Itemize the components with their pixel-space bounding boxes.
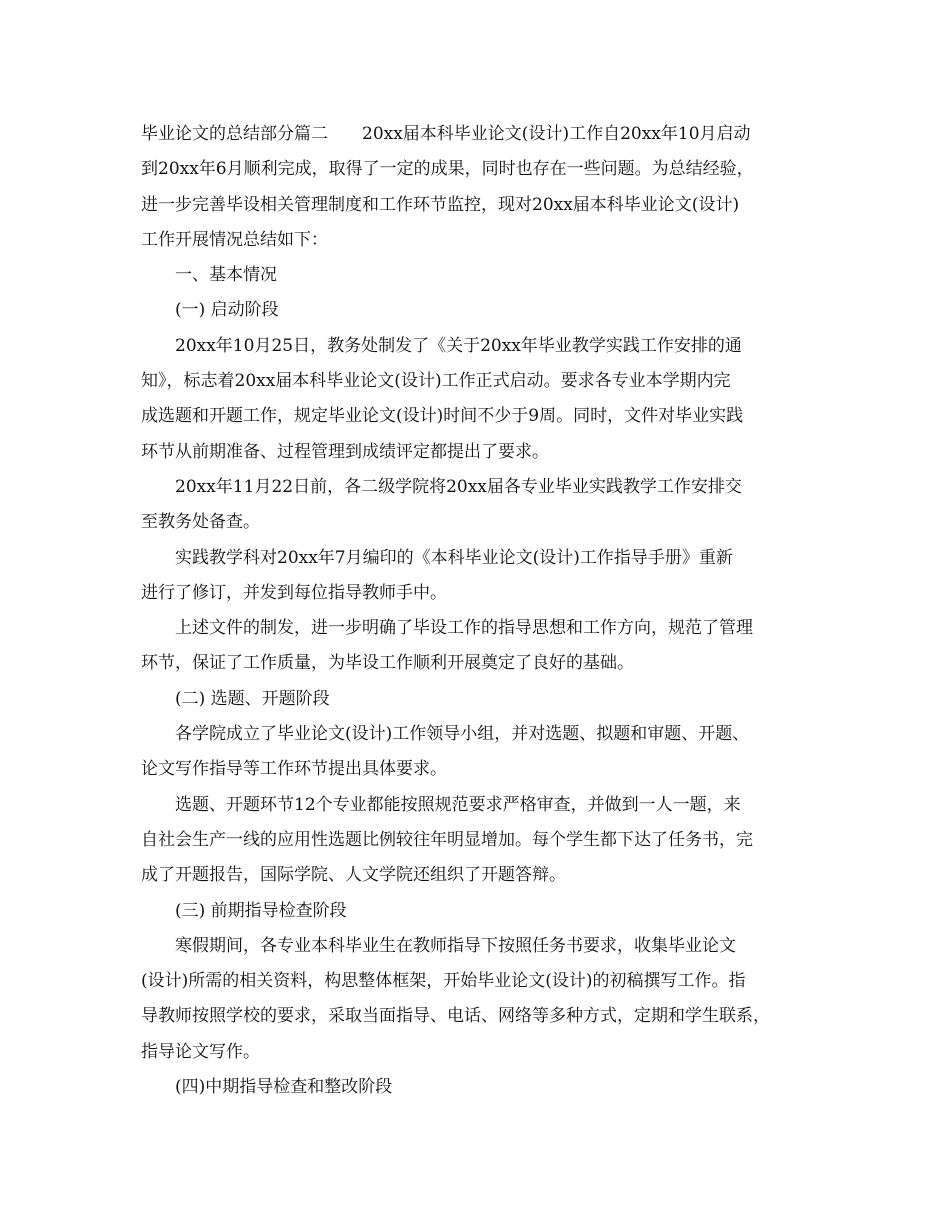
text-line: 环节从前期准备、过程管理到成绩评定都提出了要求。 [141,441,549,462]
text-line: 导教师按照学校的要求，采取当面指导、电话、网络等多种方式，定期和学生联系， [141,1006,770,1027]
text-line: 自社会生产一线的应用性选题比例较往年明显增加。每个学生都下达了任务书，完 [141,829,753,850]
text-line: 实践教学科对20xx年7月编印的《本科毕业论文(设计)工作指导手册》重新 [141,547,733,568]
text-line: 至教务处备查。 [141,512,260,533]
text-line: 进一步完善毕设相关管理制度和工作环节监控，现对20xx届本科毕业论文(设计) [141,194,740,215]
text-line: 上述文件的制发，进一步明确了毕设工作的指导思想和工作方向，规范了管理 [141,618,753,639]
text-line: 知》，标志着20xx届本科毕业论文(设计)工作正式启动。要求各专业本学期内完 [141,371,731,392]
text-line: 进行了修订，并发到每位指导教师手中。 [141,582,447,603]
text-line: 寒假期间，各专业本科毕业生在教师指导下按照任务书要求，收集毕业论文 [141,935,736,956]
text-line: (二) 选题、开题阶段 [141,688,330,709]
text-line: (三) 前期指导检查阶段 [141,900,347,921]
text-line: (四)中期指导检查和整改阶段 [141,1077,393,1098]
text-line: 一、基本情况 [141,265,277,286]
text-line: 环节，保证了工作质量，为毕设工作顺利开展奠定了良好的基础。 [141,653,634,674]
text-line: (一) 启动阶段 [141,300,279,321]
text-line: 成选题和开题工作，规定毕业论文(设计)时间不少于9周。同时，文件对毕业实践 [141,406,744,427]
text-line: 选题、开题环节12个专业都能按照规范要求严格审查，并做到一人一题，来 [141,794,741,815]
document-body [141,117,821,1105]
text-line: 各学院成立了毕业论文(设计)工作领导小组，并对选题、拟题和审题、开题、 [141,724,750,745]
text-line: 20xx年11月22日前，各二级学院将20xx届各专业毕业实践教学工作安排交 [141,476,742,497]
text-line: 工作开展情况总结如下： [141,229,328,250]
text-line: 20xx年10月25日，教务处制发了《关于20xx年毕业教学实践工作安排的通 [141,335,742,356]
text-line: 指导论文写作。 [141,1041,260,1062]
text-line: (设计)所需的相关资料，构思整体框架，开始毕业论文(设计)的初稿撰写工作。指 [141,971,746,992]
text-line: 毕业论文的总结部分篇二 20xx届本科毕业论文(设计)工作自20xx年10月启动 [141,124,751,144]
text-line: 论文写作指导等工作环节提出具体要求。 [141,759,447,780]
text-line: 到20xx年6月顺利完成，取得了一定的成果，同时也存在一些问题。为总结经验， [141,159,754,180]
text-line: 成了开题报告，国际学院、人文学院还组织了开题答辩。 [141,865,566,886]
